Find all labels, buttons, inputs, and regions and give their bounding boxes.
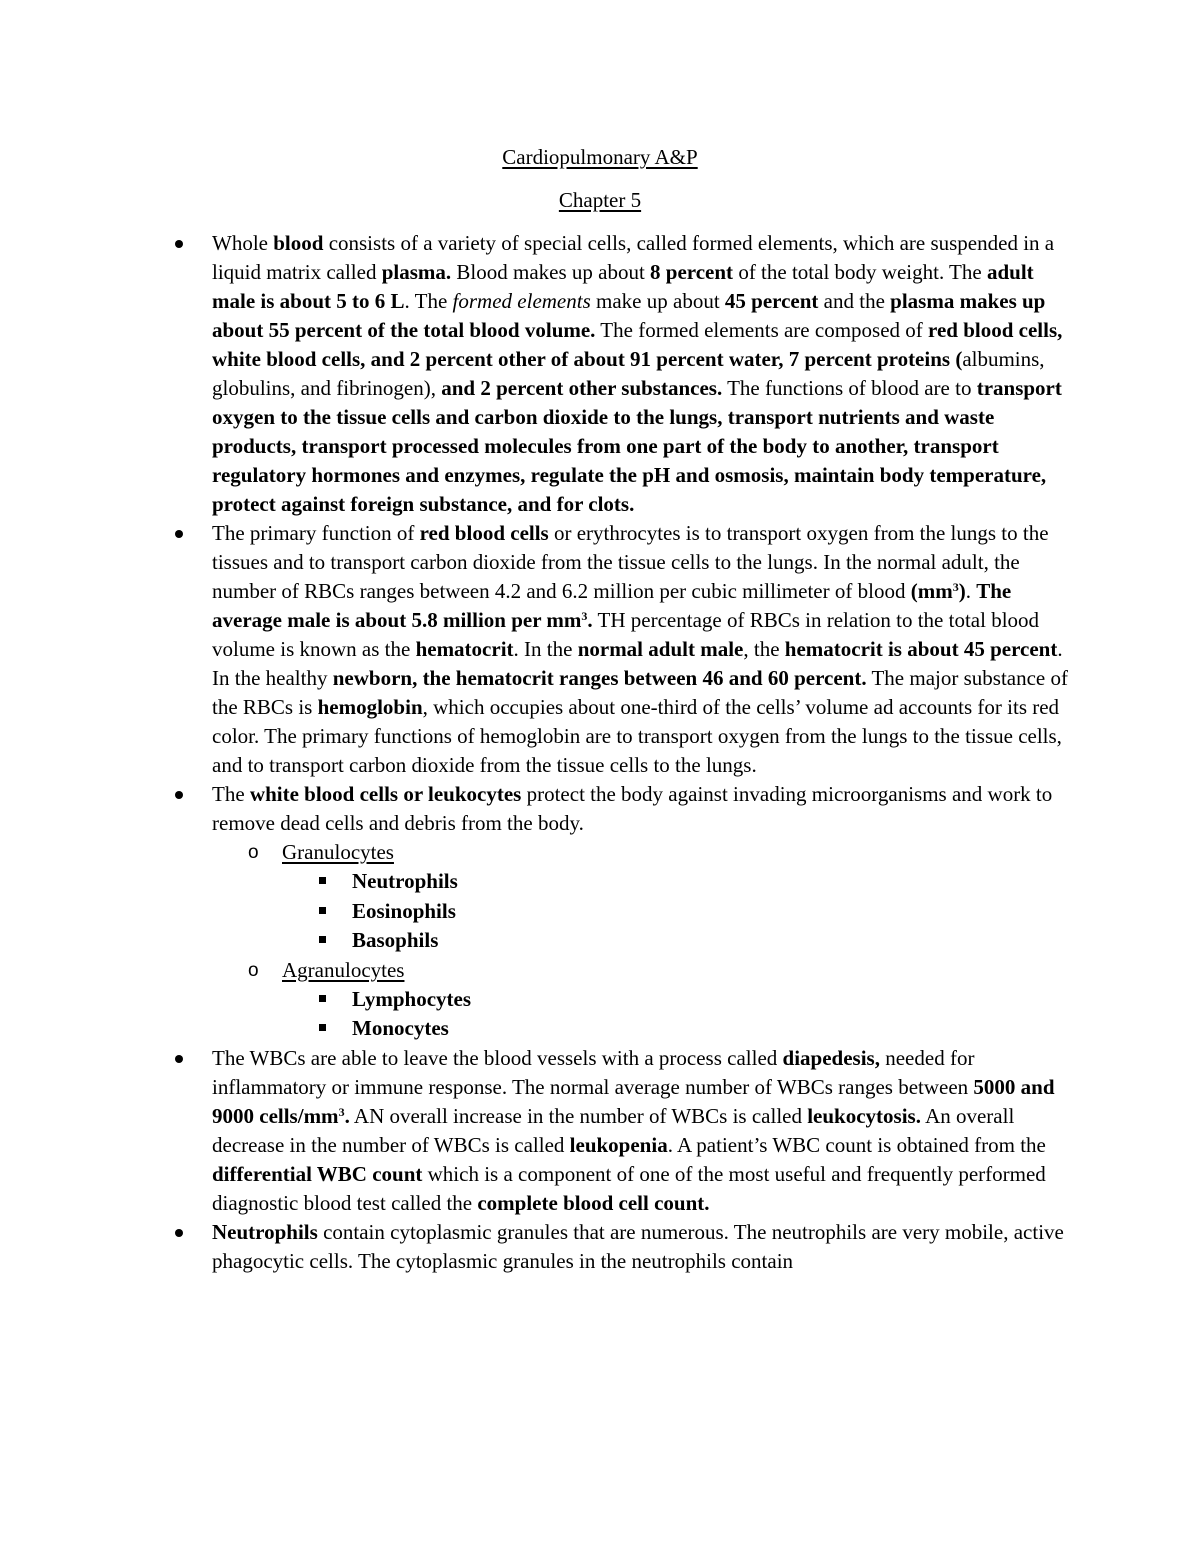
cell-type-item — [282, 1014, 1072, 1044]
text-run: consists of a variety of special cells, called formed elements, which are suspended in a liquid matrix called — [212, 231, 1055, 284]
text-run: differential WBC count — [212, 1161, 423, 1186]
text-run: hematocrit — [415, 637, 514, 661]
text-run: An overall decrease in the number of WBCs is called — [212, 1103, 1015, 1157]
text-run: leukopenia — [569, 1132, 668, 1157]
cell-type-item — [282, 867, 1072, 897]
square-bullet-icon — [319, 1024, 326, 1031]
cell-type-label: Eosinophils — [352, 898, 456, 923]
text-run: formed elements — [452, 289, 591, 313]
text-run: , the — [743, 637, 785, 661]
bullet-dot-icon — [175, 1055, 183, 1063]
bullet-dot-icon — [175, 1229, 183, 1237]
bullet-paragraph — [212, 229, 1072, 519]
cell-type-list — [282, 985, 1072, 1044]
leukocyte-group — [212, 838, 1072, 956]
square-bullet-icon — [319, 877, 326, 884]
text-run: 5000 and 9000 cells/mm — [212, 1074, 1055, 1128]
bullet-dot-icon — [175, 791, 183, 799]
text-run: contain cytoplasmic granules that are numerous. The neutrophils are very mobile, active phagocytic cells. The cytoplasmic granules in the neutrophils contain — [212, 1219, 1064, 1273]
square-bullet-icon — [319, 995, 326, 1002]
text-run: of the total body weight. The — [733, 260, 987, 284]
text-run: newborn, the hematocrit ranges between 46 and 60 percent. — [332, 666, 867, 690]
cell-type-item — [282, 985, 1072, 1015]
bullet-dot-icon — [175, 240, 183, 248]
text-run: AN overall increase in the number of WBCs is called — [349, 1103, 808, 1128]
text-run: The formed elements are composed of — [595, 318, 929, 342]
text-run: make up about — [590, 289, 725, 313]
text-run: The major substance of the RBCs is — [212, 666, 1068, 719]
text-run: . In the — [513, 637, 578, 661]
text-run: complete blood cell count. — [477, 1190, 710, 1215]
bullet-item — [212, 1218, 1072, 1276]
text-run: plasma. — [381, 260, 452, 284]
bullet-paragraph — [212, 1044, 1072, 1218]
text-run: plasma makes up about 55 percent of the total blood volume. — [212, 289, 1046, 342]
leukocyte-group — [212, 956, 1072, 1044]
text-run: (mm — [910, 579, 953, 603]
bullet-paragraph — [212, 519, 1072, 780]
text-run: hemoglobin — [317, 695, 423, 719]
square-bullet-icon — [319, 936, 326, 943]
square-bullet-icon — [319, 907, 326, 914]
cell-type-list — [282, 867, 1072, 956]
bullet-paragraph — [212, 1218, 1072, 1276]
text-run: Whole — [212, 231, 274, 255]
cell-type-label: Basophils — [352, 928, 439, 952]
text-run: adult male is about 5 to 6 L — [212, 260, 1034, 313]
text-run: Neutrophils — [212, 1219, 318, 1244]
circle-bullet-icon: o — [248, 959, 259, 981]
cell-type-item — [282, 926, 1072, 956]
text-run: . — [344, 1103, 350, 1128]
group-label: Granulocytes — [282, 840, 394, 864]
text-run: normal adult male — [577, 637, 744, 661]
text-run: TH percentage of RBCs in relation to the total blood volume is known as the — [212, 608, 1040, 661]
text-run: or erythrocytes is to transport oxygen from the lungs to the tissues and to transport carbon dioxide from the tissue cells to the lungs. In the normal adult, the number of RBCs ranges between 4.2 and 6.2 million per cubic millimeter of blood — [212, 521, 1049, 603]
text-run: . — [587, 608, 593, 632]
cell-type-label: Neutrophils — [352, 869, 458, 893]
bullet-item — [212, 1044, 1072, 1218]
text-run: leukocytosis. — [807, 1103, 921, 1128]
text-run: 3 — [952, 580, 959, 594]
chapter-heading: Chapter 5 — [558, 188, 642, 212]
text-run: and 2 percent other substances. — [441, 376, 723, 400]
text-run: diapedesis, — [782, 1045, 880, 1070]
text-run: ) — [958, 579, 966, 603]
text-run: The functions of blood are to — [722, 376, 977, 400]
text-run: transport oxygen to the tissue cells and carbon dioxide to the lungs, transport nutrients and waste products, transport processed molecules from one part of the body to another, transport regulatory hormones and enzymes, regulate the pH and osmosis, maintain body temperature, protect against foreign substance, and for clots. — [212, 376, 1062, 516]
text-run: red blood cells, white blood cells, and 2 percent other of about 91 percent water, 7 percent proteins ( — [212, 318, 1063, 371]
bullet-dot-icon — [175, 530, 183, 538]
text-run: blood — [273, 231, 324, 255]
text-run: needed for inflammatory or immune response. The normal average number of WBCs ranges between — [212, 1045, 975, 1099]
text-run: white blood cells or leukocytes — [249, 782, 522, 806]
text-run: protect the body against invading microorganisms and work to remove dead cells and debris from the body. — [212, 782, 1053, 835]
text-run: 8 percent — [650, 260, 734, 284]
text-run: The primary function of — [212, 521, 420, 545]
text-run: hematocrit is about 45 percent — [784, 637, 1058, 661]
text-run: 3 — [338, 1104, 345, 1119]
text-run: and the — [818, 289, 891, 313]
text-run: 45 percent — [724, 289, 819, 313]
bullet-paragraph — [212, 780, 1072, 838]
text-run: . A patient’s WBC count is obtained from the — [667, 1132, 1046, 1157]
bullet-list — [212, 229, 1072, 1276]
text-run: red blood cells — [419, 521, 549, 545]
text-run: The average male is about 5.8 million per mm — [212, 579, 1012, 632]
text-run: albumins, globulins, and fibrinogen), — [212, 347, 1045, 400]
bullet-item — [212, 780, 1072, 1044]
cell-type-label: Lymphocytes — [352, 986, 472, 1011]
bullet-item — [212, 519, 1072, 780]
document-title: Cardiopulmonary A&P — [502, 145, 698, 169]
text-run: The WBCs are able to leave the blood vessels with a process called — [212, 1045, 783, 1070]
text-run: 3 — [581, 609, 588, 623]
text-run: which is a component of one of the most useful and frequently performed diagnostic blood test called the — [212, 1161, 1046, 1215]
text-run: . In the healthy — [212, 637, 1063, 690]
leukocyte-type-list — [212, 838, 1072, 1044]
text-run: The — [212, 782, 250, 806]
text-run: . The — [404, 289, 453, 313]
group-label: Agranulocytes — [282, 957, 405, 982]
bullet-item — [212, 229, 1072, 519]
circle-bullet-icon: o — [248, 842, 259, 863]
text-run: . — [965, 579, 977, 603]
text-run: , which occupies about one-third of the cells’ volume ad accounts for its red color. The primary functions of hemoglobin are to transport oxygen from the lungs to the tissue cells, and to transport carbon dioxide from the tissue cells to the lungs. — [212, 695, 1062, 777]
text-run: Blood makes up about — [451, 260, 651, 284]
cell-type-label: Monocytes — [352, 1016, 449, 1040]
cell-type-item — [282, 897, 1072, 927]
